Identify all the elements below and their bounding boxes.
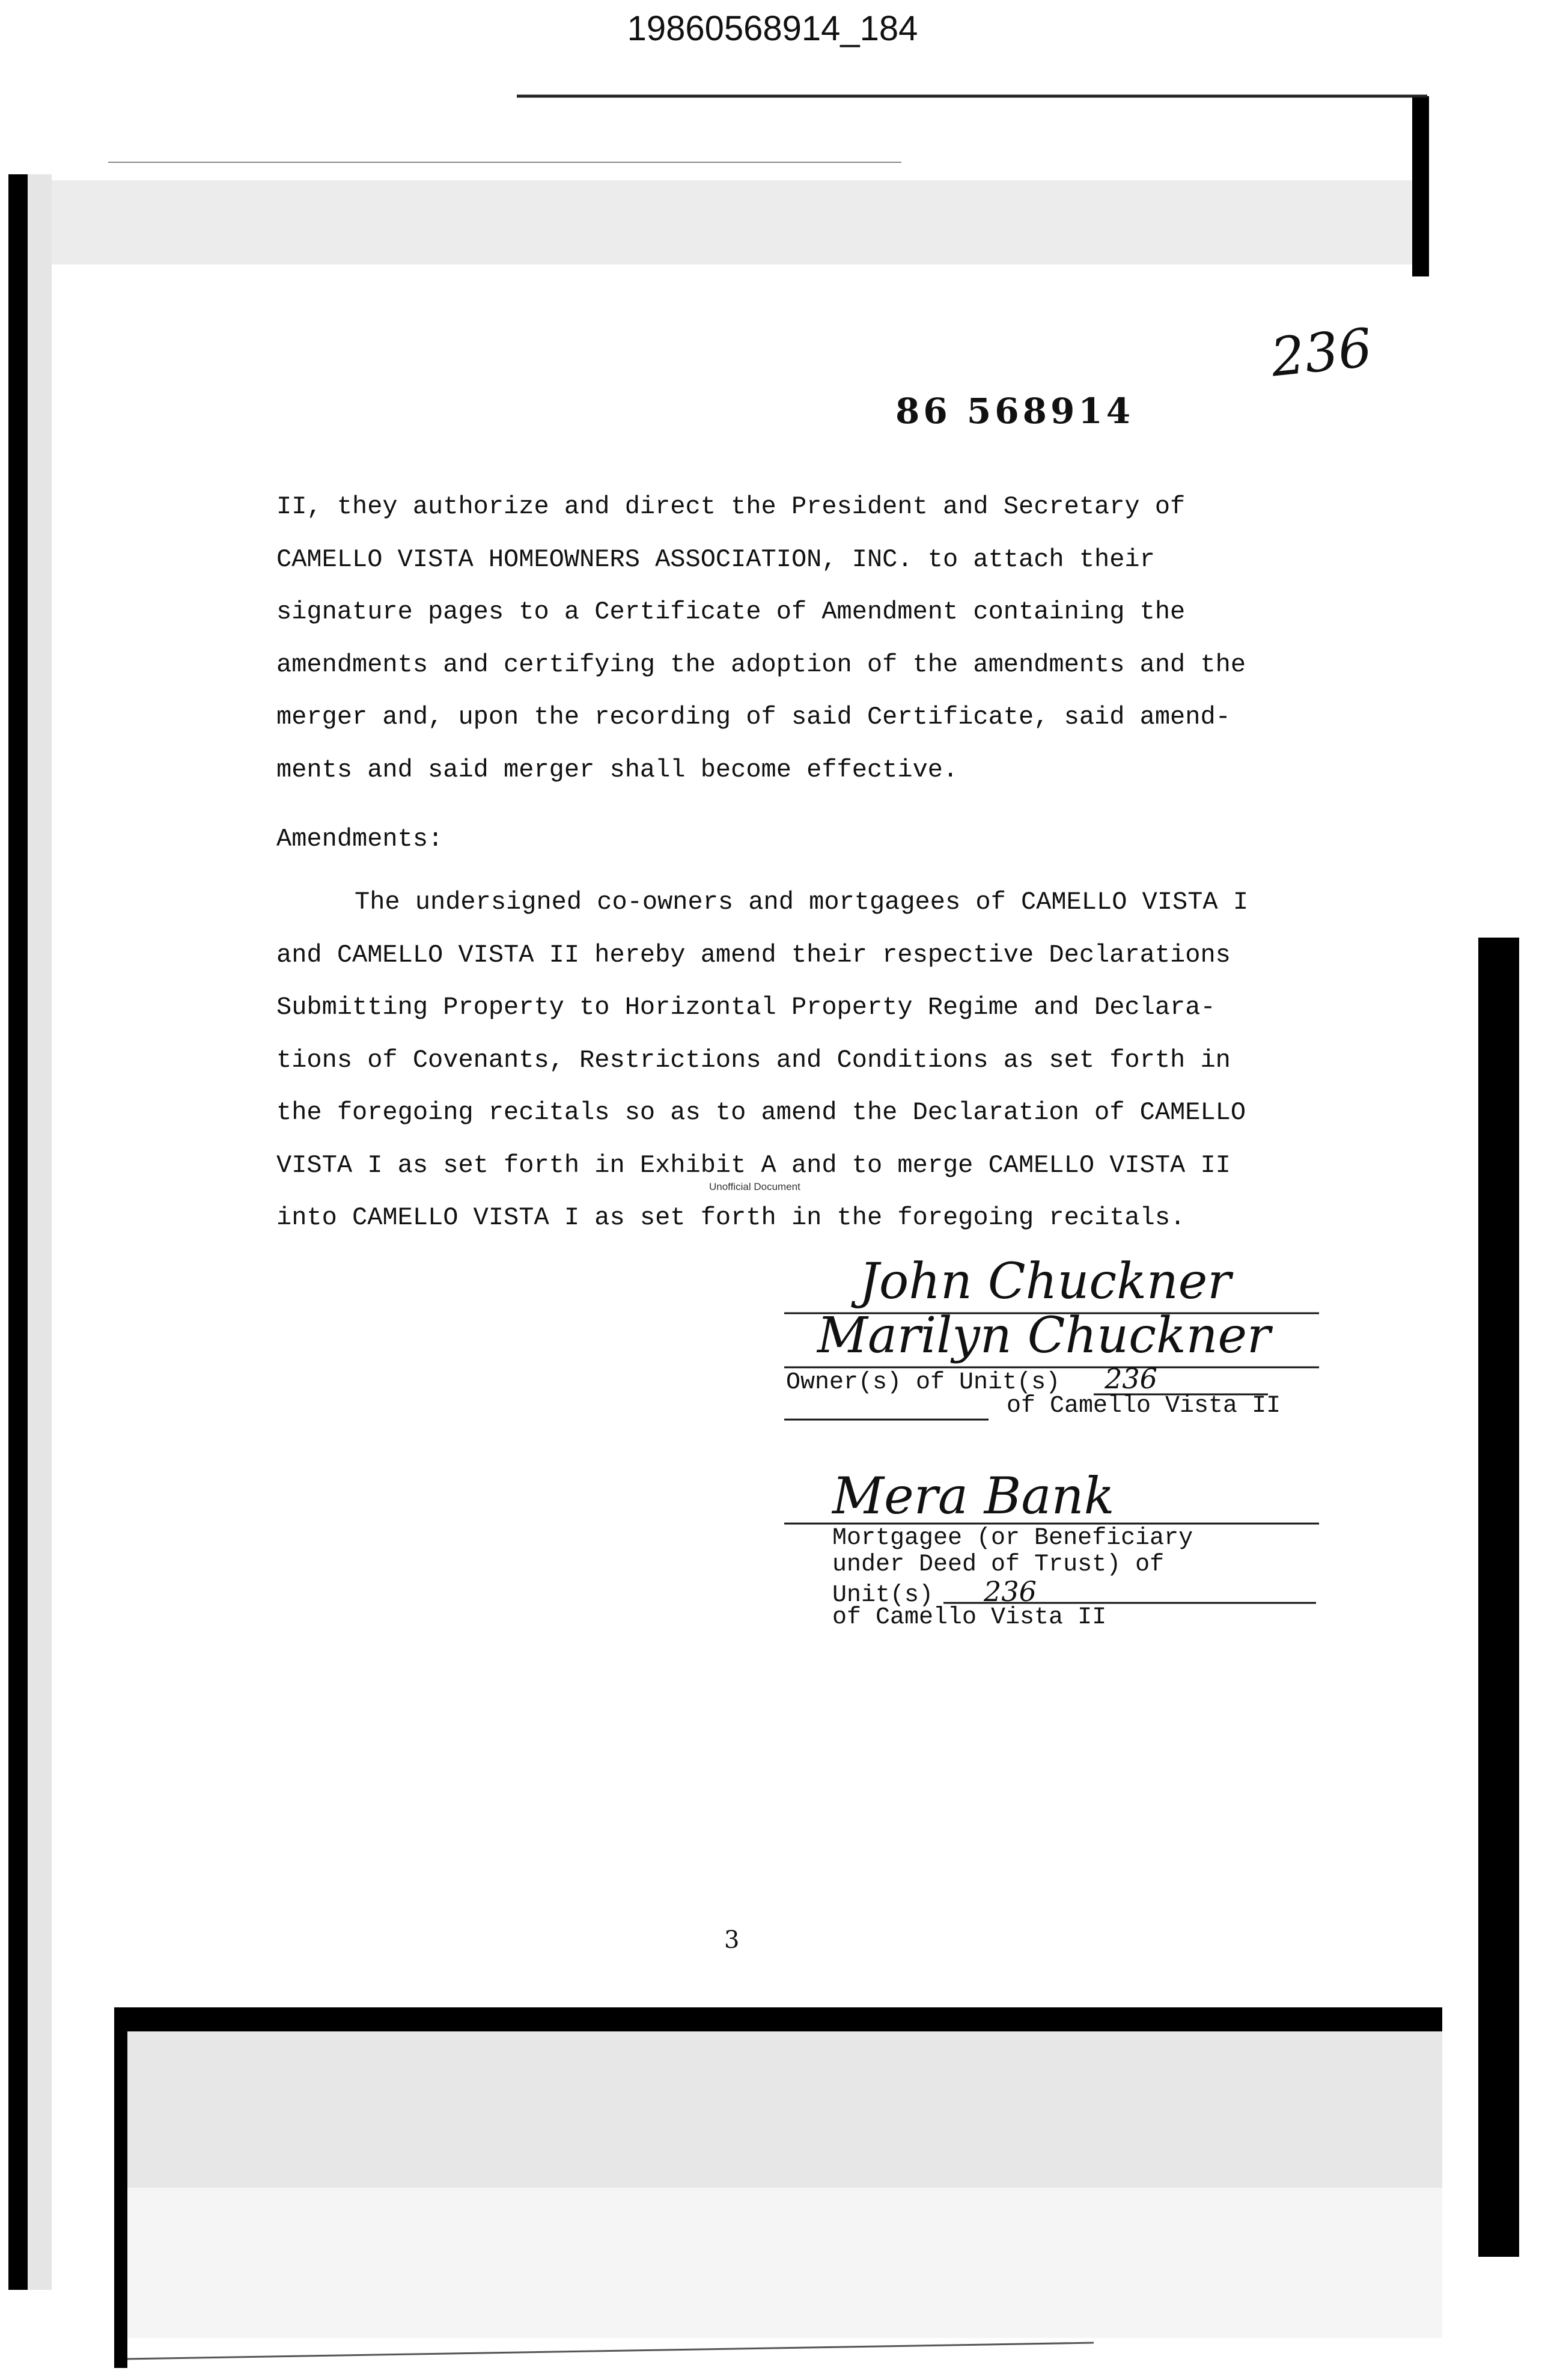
mortgagee-label-2: under Deed of Trust) of (832, 1551, 1165, 1578)
p1-line: signature pages to a Certificate of Amendment containing the (276, 597, 1186, 626)
p2-line: tions of Covenants, Restrictions and Conditions as set forth in (276, 1045, 1231, 1075)
handwritten-page-number: 236 (1268, 316, 1375, 389)
p2-line: Submitting Property to Horizontal Property Regime and Declara- (276, 993, 1216, 1022)
p2-line: VISTA I as set forth in Exhibit A and to merge CAMELLO VISTA II (276, 1150, 1231, 1180)
p1-line: amendments and certifying the adoption of the amendments and the (276, 650, 1246, 679)
p2-line: and CAMELLO VISTA II hereby amend their respective Declarations (276, 940, 1231, 969)
owner-unit-number: 236 (1105, 1362, 1157, 1395)
p1-line: CAMELLO VISTA HOMEOWNERS ASSOCIATION, INC. to attach their (276, 545, 1155, 574)
page-number: 3 (724, 1926, 740, 1954)
mortgagee-unit-number: 236 (984, 1575, 1037, 1608)
p2-line: into CAMELLO VISTA I as set forth in the foregoing recitals. (276, 1203, 1186, 1232)
p2-line: The undersigned co-owners and mortgagees of CAMELLO VISTA I (355, 888, 1249, 917)
owner-project: of Camello Vista II (1007, 1393, 1281, 1420)
unofficial-watermark: Unofficial Document (709, 1181, 800, 1192)
p1-line: merger and, upon the recording of said Certificate, said amend- (276, 703, 1231, 731)
mortgagee-units-label: Unit(s) 236 (832, 1575, 1037, 1609)
p1-line: II, they authorize and direct the President and Secretary of (276, 492, 1186, 521)
p2-line: the foregoing recitals so as to amend the Declaration of CAMELLO (276, 1098, 1246, 1127)
recording-number: 86 568914 (895, 391, 1135, 432)
amendments-heading: Amendments: (276, 825, 443, 853)
mortgagee-project: of Camello Vista II (832, 1604, 1107, 1631)
mortgagee-label-1: Mortgagee (or Beneficiary (832, 1525, 1193, 1552)
owner-signature-2: Marilyn Chuckner (817, 1307, 1271, 1364)
document-id: 19860568914_184 (627, 9, 918, 48)
p1-line: ments and said merger shall become effective. (276, 755, 958, 784)
owner-units-label: Owner(s) of Unit(s) 236 (786, 1362, 1157, 1396)
mortgagee-signature: Mera Bank (832, 1466, 1115, 1525)
paragraph-authorization (276, 481, 1322, 796)
owner-signature-1: John Chuckner (859, 1253, 1231, 1310)
